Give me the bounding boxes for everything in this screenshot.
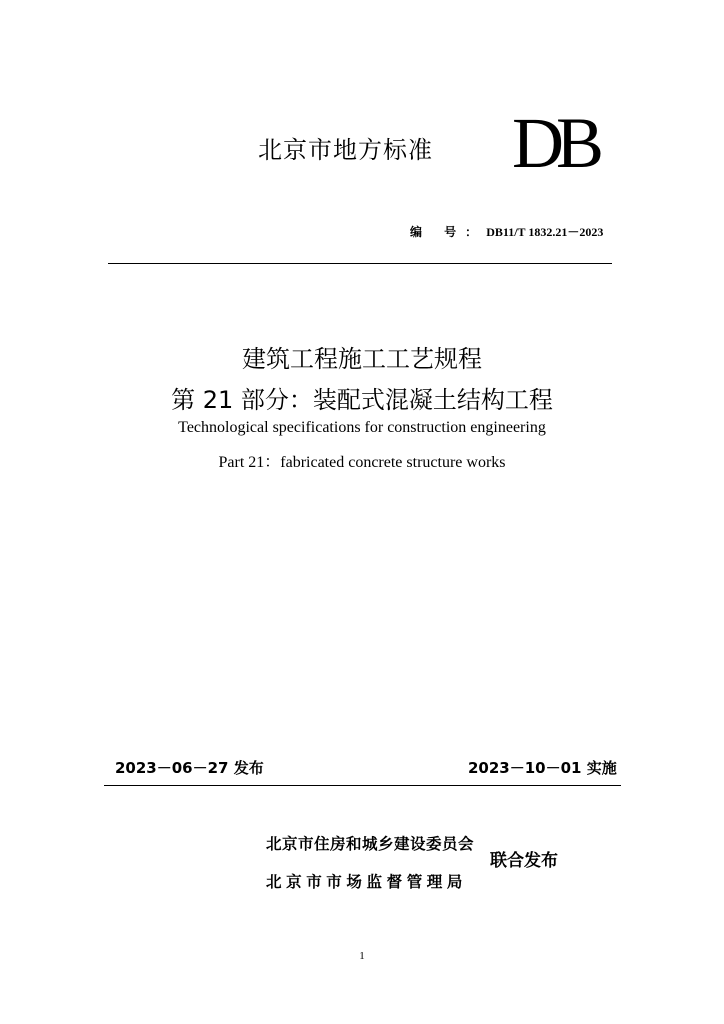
title-zh-line-1: 建筑工程施工工艺规程	[242, 345, 482, 373]
standard-code-value: DB11/T 1832.21－2023	[486, 225, 604, 239]
publish-date: 2023－06－27 发布	[115, 759, 264, 777]
db-logo: DB	[512, 103, 597, 183]
date-divider	[104, 785, 621, 786]
issuer-housing-commission: 北京市住房和城乡建设委员会	[266, 835, 475, 853]
issuer-market-supervision: 北京市市场监督管理局	[266, 873, 468, 891]
header-divider	[108, 263, 612, 264]
standard-code	[410, 223, 603, 240]
standard-type-heading: 北京市地方标准	[258, 136, 433, 164]
page-number: 1	[359, 950, 365, 962]
joint-issue-label: 联合发布	[490, 851, 558, 871]
implementation-date: 2023－10－01 实施	[468, 759, 617, 777]
title-en-line-1: Technological specifications for construction engineering	[178, 419, 546, 436]
title-en-line-2: Part 21：fabricated concrete structure works	[218, 454, 506, 471]
standard-code-label: 编 号：	[410, 225, 487, 239]
title-zh-line-2: 第 21 部分：装配式混凝土结构工程	[171, 386, 553, 414]
